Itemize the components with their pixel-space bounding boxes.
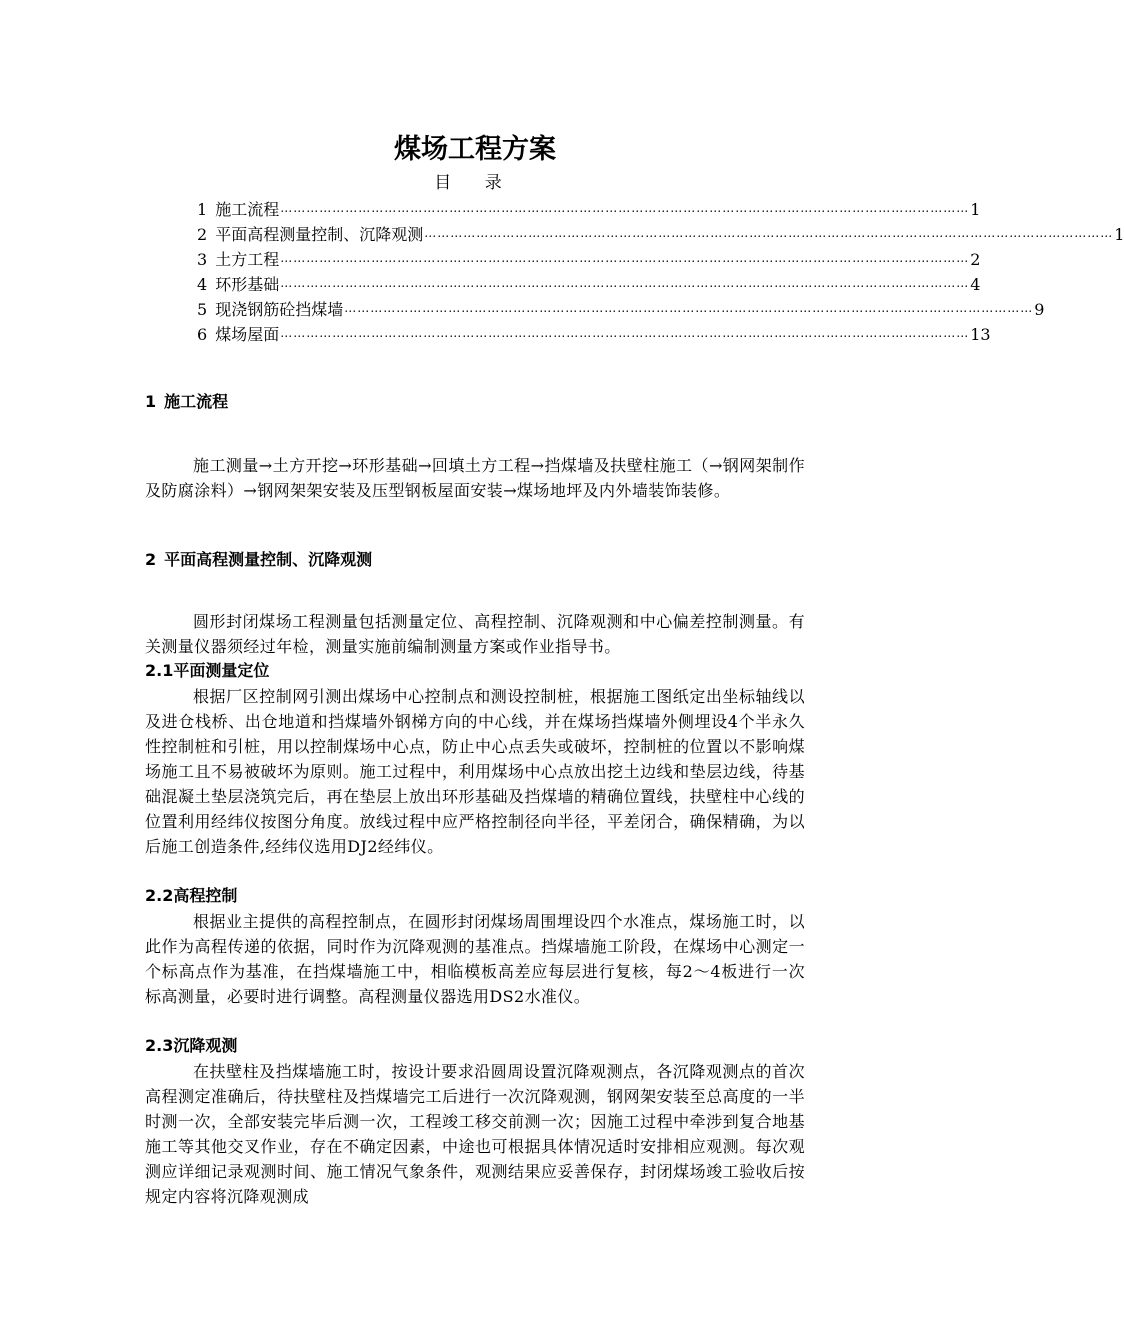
toc-entry-title: 煤场屋面 — [215, 325, 280, 344]
toc-leader-dots: …………………………………………………………………………………………………………………………………………… — [344, 301, 1034, 315]
toc-entry-number: 5 — [197, 300, 208, 319]
toc-entry-number: 6 — [197, 325, 208, 344]
table-of-contents — [197, 196, 1124, 346]
section-title: 平面高程测量控制、沉降观测 — [164, 550, 373, 569]
section-title: 施工流程 — [164, 392, 229, 411]
toc-entry[interactable] — [197, 196, 981, 221]
toc-entry[interactable] — [197, 321, 991, 346]
subsection-heading: 2.2高程控制 — [145, 886, 238, 905]
toc-entry-page: 1 — [970, 200, 981, 219]
toc-entry-title: 平面高程测量控制、沉降观测 — [215, 225, 424, 244]
section-heading — [145, 548, 372, 572]
toc-entry-page: 2 — [970, 250, 981, 269]
toc-leader-dots: …………………………………………………………………………………………………………………………………………… — [280, 326, 970, 340]
paragraph: 根据业主提供的高程控制点，在圆形封闭煤场周围埋设四个水准点，煤场施工时，以此作为高程传递的依据，同时作为沉降观测的基准点。挡煤墙施工阶段，在煤场中心测定一个标高点作为基准，在挡煤墙施工中，相临模板高差应每层进行复核，每2～4板进行一次标高测量，必要时进行调整。高程测量仪器选用DS2水准仪。 — [145, 912, 805, 1006]
document-title: 煤场工程方案 — [394, 134, 556, 165]
toc-entry-page: 13 — [970, 325, 991, 344]
toc-entry-title: 环形基础 — [215, 275, 280, 294]
toc-leader-dots: …………………………………………………………………………………………………………………………………………… — [280, 201, 970, 215]
toc-leader-dots: …………………………………………………………………………………………………………………………………………… — [424, 226, 1114, 240]
subsection-heading: 2.3沉降观测 — [145, 1036, 238, 1055]
toc-entry-number: 4 — [197, 275, 208, 294]
section-number: 1 — [145, 392, 157, 411]
toc-entry[interactable] — [197, 221, 1124, 246]
toc-leader-dots: …………………………………………………………………………………………………………………………………………… — [280, 251, 970, 265]
toc-entry-title: 现浇钢筋砼挡煤墙 — [215, 300, 344, 319]
toc-entry-title: 土方工程 — [215, 250, 280, 269]
toc-entry[interactable] — [197, 246, 981, 271]
toc-leader-dots: …………………………………………………………………………………………………………………………………………… — [280, 276, 970, 290]
paragraph: 根据厂区控制网引测出煤场中心控制点和测设控制桩，根据施工图纸定出坐标轴线以及进仓栈桥、出仓地道和挡煤墙外钢梯方向的中心线，并在煤场挡煤墙外侧埋设4个半永久性控制桩和引桩，用以控制煤场中心点，防止中心点丢失或破坏，控制桩的位置以不影响煤场施工且不易被破坏为原则。施工过程中，利用煤场中心点放出挖土边线和垫层边线，待基础混凝土垫层浇筑完后，再在垫层上放出环形基础及挡煤墙的精确位置线，扶壁柱中心线的位置利用经纬仪按图分角度。放线过程中应严格控制径向半径，平差闭合，确保精确，为以后施工创造条件,经纬仪选用DJ2经纬仪。 — [145, 687, 805, 856]
toc-entry-number: 3 — [197, 250, 208, 269]
toc-entry-page: 4 — [970, 275, 981, 294]
toc-entry-number: 2 — [197, 225, 208, 244]
toc-entry-page: 9 — [1034, 300, 1045, 319]
subsection-heading: 2.1平面测量定位 — [145, 661, 270, 680]
toc-entry[interactable] — [197, 296, 1045, 321]
toc-entry[interactable] — [197, 271, 981, 296]
section-heading — [145, 390, 228, 414]
toc-entry-title: 施工流程 — [215, 200, 280, 219]
toc-heading: 目 录 — [434, 173, 516, 193]
section-number: 2 — [145, 550, 157, 569]
toc-entry-page: 1 — [1114, 225, 1124, 244]
paragraph: 施工测量→土方开挖→环形基础→回填土方工程→挡煤墙及扶壁柱施工（→钢网架制作及防腐涂料）→钢网架架安装及压型钢板屋面安装→煤场地坪及内外墙装饰装修。 — [145, 456, 805, 500]
paragraph: 圆形封闭煤场工程测量包括测量定位、高程控制、沉降观测和中心偏差控制测量。有关测量仪器须经过年检，测量实施前编制测量方案或作业指导书。 — [145, 612, 805, 656]
paragraph: 在扶壁柱及挡煤墙施工时，按设计要求沿圆周设置沉降观测点，各沉降观测点的首次高程测定准确后，待扶壁柱及挡煤墙完工后进行一次沉降观测，钢网架安装至总高度的一半时测一次，全部安装完毕后测一次，工程竣工移交前测一次；因施工过程中牵涉到复合地基施工等其他交叉作业，存在不确定因素，中途也可根据具体情况适时安排相应观测。每次观测应详细记录观测时间、施工情况气象条件，观测结果应妥善保存，封闭煤场竣工验收后按规定内容将沉降观测成 — [145, 1062, 805, 1206]
toc-entry-number: 1 — [197, 200, 208, 219]
